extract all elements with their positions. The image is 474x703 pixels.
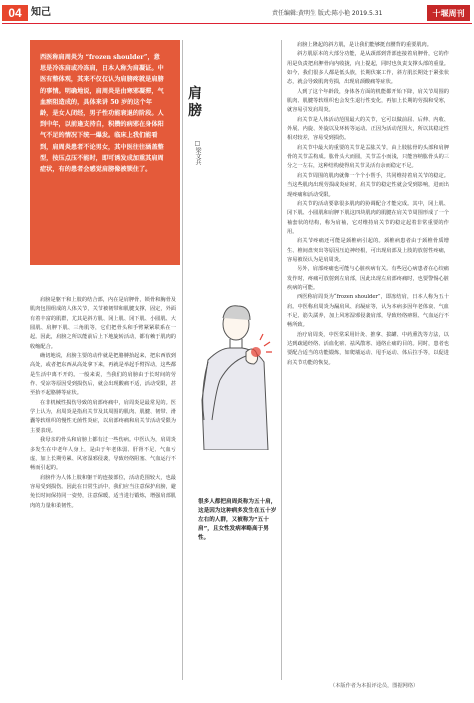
paragraph: 治疗肩周炎，中医常采用针灸、推拿、拔罐、中药熏洗等方法，以达到疏通经络、活血化瘀、祛风散寒、通络止痛的目的。同时，患者也要配合适当的功能锻炼，如爬墙运动、甩手运动、体后拉手等，以促进肩关节功能的恢复。 [287, 331, 449, 366]
footer-note: （本版作者为本报评论员，图据网络） [330, 683, 419, 689]
editor-meta: 责任编辑:黄明生 版式:陈小艳 2019.5.31 [272, 10, 383, 17]
page-number: 04 [2, 5, 28, 21]
paragraph: 肩关节是人体活动范围最大的关节，它可以做前屈、后伸、内收、外展、内旋、外旋以及环转等运动。正因为活动范围大，所以其稳定性相对较差，容易受到损伤。 [287, 116, 449, 142]
paragraph: 肩关节疼痛还可能是颈椎病引起的。颈椎病患者由于颈椎骨质增生、椎间盘突出等原因压迫神经根，可出现肩部及上肢的放射性疼痛，容易被误认为是肩周炎。 [287, 238, 449, 263]
paragraph: 西医称肩周炎为“frozen shoulder”，即冻结肩，日本人称为五十肩。中医称肩周炎为漏肩风、肩凝症等，认为本病多因年老体衰、气血不足、筋失濡养，加上风寒湿邪侵袭肩部，导致经络痹阻、气血运行不畅所致。 [287, 294, 449, 329]
section-title: 知己 [31, 7, 51, 18]
publication-brand: 十堰周刊 [427, 5, 470, 21]
intro-text: 西医称肩周炎为 “frozen shoulder”，意思是冷冻肩或冷冻肩，日本人称为肩凝证。中医有整体观，其来不仅仅认为肩膀疼就是肩膀的事情。明确地说，肩周炎是由寒邪凝滞，气血瘀阻造成的，具体来讲 50 岁的这个年龄，是女人闭经，男子性功能衰退的阶段。人到中年，以前逢支持自，积攒的病邪在身体阳气不足的情况下统一爆发。临床上我们能看到，肩周炎患者不论男女，其中医往往涵盖整型，按压点压不能时，即可诱发成加重其肩周症状，有的患者会感觉肩膀像被锁住了。 [40, 54, 164, 174]
paragraph: 另外，肩部疼痛也可能与心脏疾病有关。有些冠心病患者在心绞痛发作时，疼痛可放射到左肩部，因此出现左肩部疼痛时，也要警惕心脏疾病的可能。 [287, 266, 449, 291]
paragraph: 斜方肌原本的大部分功能，是从颈部到背部连接着肩胛骨，它的作用是负责把肩胛骨向内收拢，向上提起，同时也负责支撑头部的重量。如今，我们很多人都是低头族，长期伏案工作，斜方肌长期处于紧张状态，就会导致肌肉劳损，出现肩颈酸痛等症状。 [287, 51, 449, 86]
paragraph: 在非机械性损伤导致的肩部疼痛中，肩周炎是最常见的。医学上认为，肩周炎是指肩关节及其周围的肌肉、肌腱、韧带、滑囊等软组织的慢性无菌性炎症，以肩部疼痛和肩关节活动受限为主要表现。 [30, 399, 176, 434]
paragraph: 肩关节的活动要靠很多肌肉的协调配合才能完成。其中，冈上肌、冈下肌、小圆肌和肩胛下肌这四块肌肉的肌腱在肩关节周围形成了一个袖套状的结构，称为肩袖，它对维持肩关节的稳定起着非常重要的作用。 [287, 200, 449, 235]
article-column-left [30, 296, 176, 692]
pain-mark-icon [251, 334, 272, 357]
article-column-right [287, 41, 449, 683]
paragraph: 肩关节周围的肌肉就像一个个小帮手，共同维持着肩关节的稳定。当这些肌肉出现劳损或炎症时，肩关节的稳定性就会受到影响，进而出现疼痛和活动受限。 [287, 172, 449, 198]
illustration-caption: 很多人都把肩周炎称为五十肩，这是因为这种病多发生在五十岁左右的人群，又被称为“五十肩”，且女性发病率略高于男性。 [198, 499, 277, 541]
column-divider [182, 40, 183, 680]
intro-panel [30, 40, 180, 265]
paragraph: 肩膀是躯干和上肢的结合部，内在是肩胛骨，锁骨和胸骨及肌肉包围组成的人体关节，关节被韧带和肌腱支撑，固定，外面有着丰富的肌群，尤其是斜方肌、冈上肌、冈下肌、小圆肌、大圆肌、肩胛下肌、三角肌等，它们把骨头和手臂紧紧联系在一起。因此，肩膀之所以能前后上下地旋转活动，都有赖于肌肉的收缩配合。 [30, 297, 176, 350]
paragraph: 人到了这个年龄段，身体各方面的机能都开始下降，肩关节周围的肌肉、肌腱等软组织也会发生退行性变化，再加上长期的劳损和受寒，就容易引发肩周炎。 [287, 88, 449, 114]
column-divider [281, 40, 282, 680]
page-header [0, 0, 474, 26]
paragraph: 确切地说，肩膀主要的动作就是把胳膊抬起来，把东西放到高处，或者把东西从高处拿下来，再就是举起手臂挥动，这些都是生活中离不开的。一般来说，当我们的肩膀由于长时间的劳作、受凉等原因受到损伤后，就会出现酸痛不适，活动受限，甚至抬不起胳膊等症状。 [30, 353, 176, 397]
title-char: 膀 [188, 103, 202, 119]
paragraph: 肩关节中最大的重要的关节是盂肱关节，由上肢肱骨的头部和肩胛骨的关节盂构成。肱骨头大而圆，关节盂小而浅，只能容纳肱骨头的三分之一左右，这种结构使得肩关节灵活有余而稳定不足。 [287, 144, 449, 170]
paragraph: 肩膀上隆起的斜方肌，是让我们能够挺直腰背的重要肌肉。 [297, 42, 432, 48]
paragraph: 肩膀作为人体上肢和躯干的连接部位，活动范围较大，也最容易受到损伤。因此在日常生活中，我们应当注意保护肩膀，避免长时间保持同一姿势，注意保暖，适当进行锻炼，增强肩部肌肉的力量和柔韧性。 [30, 474, 176, 509]
header-rule [2, 23, 472, 24]
paragraph: 我母亲的骨头和肩膀上都有过一些伤病。中医认为，肩周炎多发生在中老年人身上，是由于年老体弱、肝肾不足、气血亏虚，加上长期劳累、风寒湿邪侵袭，导致经络阻塞、气血运行不畅而引起的。 [30, 437, 176, 472]
shoulder-pain-illustration [190, 290, 276, 450]
title-char: 肩 [188, 86, 202, 102]
byline: □梁文兵 [194, 140, 201, 165]
